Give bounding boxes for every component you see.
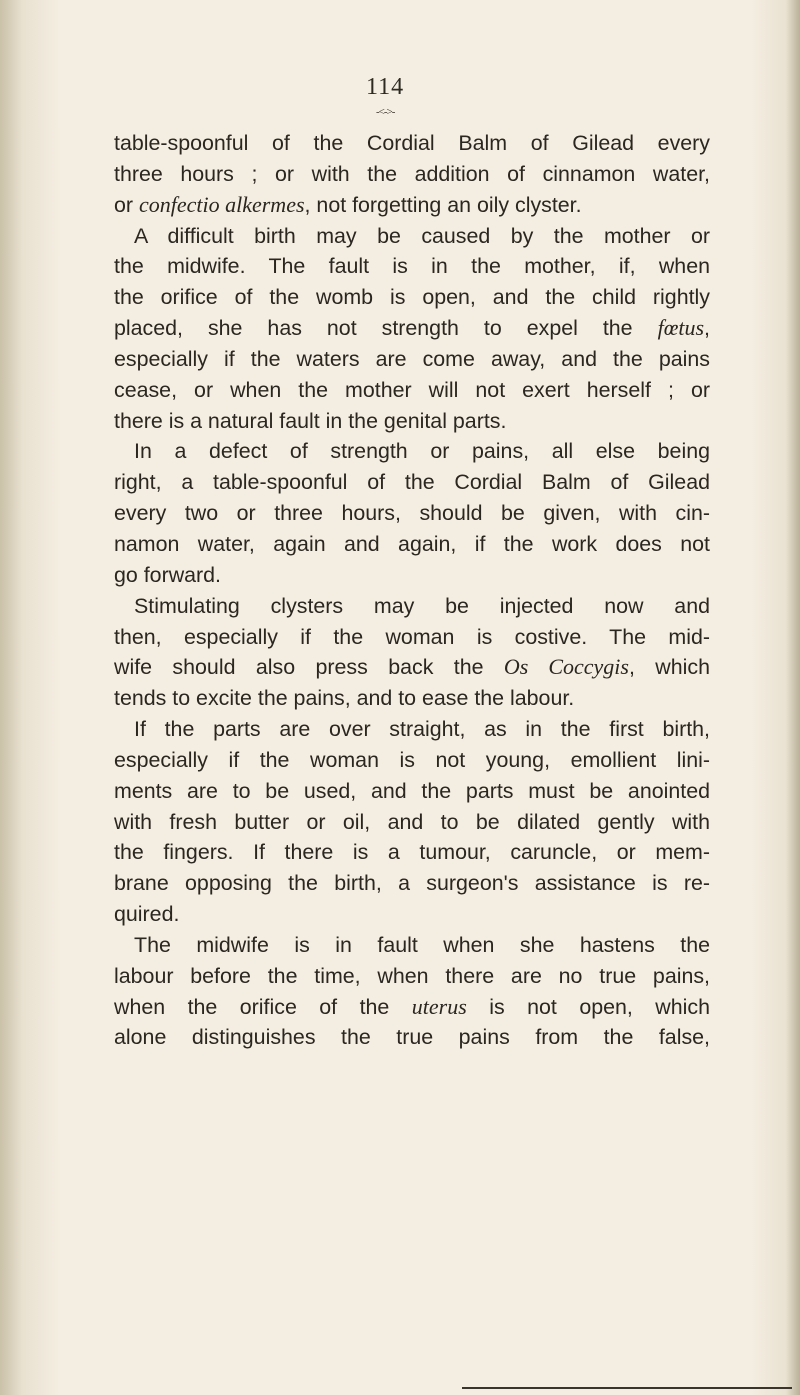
- text-segment: especially if the woman is not young, emollient lini-: [114, 747, 710, 772]
- text-segment: is not open, which: [466, 994, 710, 1019]
- text-line: [114, 313, 710, 344]
- text-segment: Stimulating clysters may be injected now and: [134, 593, 710, 618]
- text-segment: cease, or when the mother will not exert herself ; or: [114, 377, 710, 402]
- italic-term: Os Coccygis: [503, 654, 629, 680]
- text-segment: labour before the time, when there are no true pains,: [114, 963, 710, 988]
- text-segment: tends to excite the pains, and to ease the labour.: [114, 686, 575, 711]
- text-segment: , not forgetting an oily clyster.: [304, 192, 582, 217]
- text-segment: namon water, again and again, if the work does not: [114, 531, 710, 556]
- text-line: [114, 807, 710, 838]
- text-line: [114, 1022, 710, 1053]
- header-ornament: -<->-: [376, 106, 395, 118]
- text-line: [114, 745, 710, 776]
- text-segment: the orifice of the womb is open, and the child rightly: [114, 285, 710, 310]
- page-left-edge-shadow: [0, 0, 22, 1395]
- text-line: [114, 622, 710, 653]
- text-segment: three hours ; or with the addition of cinnamon water,: [114, 161, 710, 186]
- text-line: [114, 899, 710, 930]
- text-line: [114, 190, 710, 221]
- text-segment: The midwife is in fault when she hastens the: [134, 932, 710, 957]
- text-segment: with fresh butter or oil, and to be dilated gently with: [114, 809, 710, 834]
- text-line: [114, 128, 710, 159]
- text-line: [114, 591, 710, 622]
- text-segment: alone distinguishes the true pains from the false,: [114, 1025, 710, 1050]
- italic-term: uterus: [411, 993, 467, 1019]
- text-segment: the fingers. If there is a tumour, caruncle, or mem-: [114, 840, 710, 865]
- page-right-edge-shadow: [786, 0, 800, 1395]
- page-number: 114: [366, 74, 405, 100]
- text-line: [114, 714, 710, 745]
- text-line: [114, 992, 710, 1023]
- text-line: [114, 560, 710, 591]
- text-line: [114, 652, 710, 683]
- text-segment: quired.: [114, 902, 180, 927]
- text-line: [114, 406, 710, 437]
- text-segment: If the parts are over straight, as in the first birth,: [134, 717, 710, 742]
- body-text: [114, 128, 710, 1053]
- text-line: [114, 221, 710, 252]
- text-segment: A difficult birth may be caused by the mother or: [134, 223, 710, 248]
- text-line: [114, 930, 710, 961]
- text-segment: wife should also press back the: [114, 655, 504, 680]
- text-line: [114, 436, 710, 467]
- text-line: [114, 837, 710, 868]
- text-segment: , which: [628, 655, 710, 680]
- text-segment: there is a natural fault in the genital parts.: [114, 408, 507, 433]
- text-segment: table-spoonful of the Cordial Balm of Gilead every: [114, 131, 710, 155]
- bottom-rule: [462, 1387, 792, 1389]
- text-segment: ments are to be used, and the parts must be anointed: [114, 778, 710, 803]
- text-line: [114, 375, 710, 406]
- italic-term: fœtus: [657, 315, 705, 341]
- italic-term: confectio alkermes: [138, 191, 305, 217]
- text-line: [114, 776, 710, 807]
- text-segment: the midwife. The fault is in the mother, if, when: [114, 254, 710, 279]
- text-line: [114, 344, 710, 375]
- text-line: [114, 467, 710, 498]
- text-segment: go forward.: [114, 562, 222, 587]
- text-segment: right, a table-spoonful of the Cordial Balm of Gilead: [114, 470, 710, 495]
- text-segment: placed, she has not strength to expel the: [114, 316, 658, 341]
- text-segment: In a defect of strength or pains, all else being: [134, 439, 710, 464]
- text-segment: or: [114, 192, 139, 217]
- text-line: [114, 529, 710, 560]
- text-segment: every two or three hours, should be given, with cin-: [114, 501, 710, 526]
- text-segment: brane opposing the birth, a surgeon's assistance is re-: [114, 871, 710, 896]
- text-line: [114, 282, 710, 313]
- text-segment: ,: [704, 316, 710, 341]
- text-line: [114, 868, 710, 899]
- text-line: [114, 159, 710, 190]
- text-segment: especially if the waters are come away, and the pains: [114, 346, 710, 371]
- text-segment: then, especially if the woman is costive. The mid-: [114, 624, 710, 649]
- text-segment: when the orifice of the: [114, 994, 412, 1019]
- text-line: [114, 498, 710, 529]
- text-line: [114, 251, 710, 282]
- text-line: [114, 961, 710, 992]
- text-line: [114, 683, 710, 714]
